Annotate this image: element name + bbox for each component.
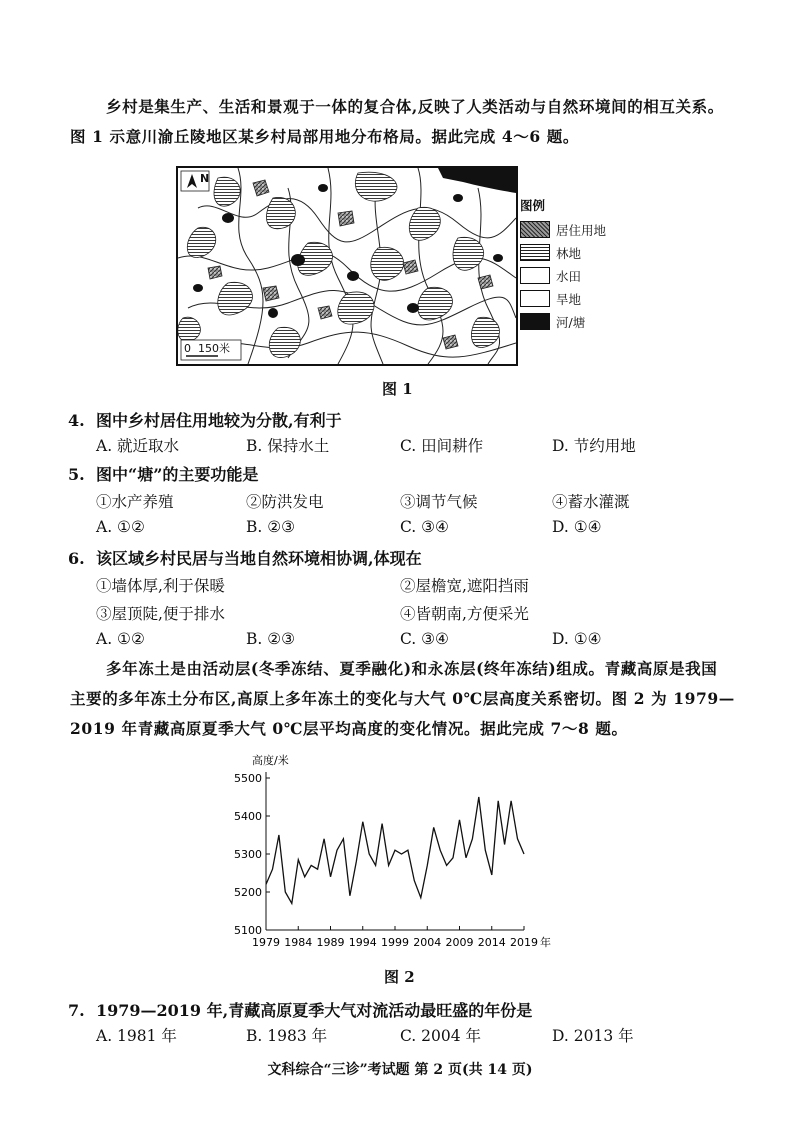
y-tick-label: 5300 — [234, 848, 262, 861]
x-tick-label: 2004 — [413, 936, 442, 949]
q5-option-c[interactable]: C. ③④ — [400, 518, 449, 536]
freezing-level-line-chart — [228, 750, 568, 955]
page-footer: 文科综合“三诊”考试题 第 2 页(共 14 页) — [267, 1062, 533, 1078]
x-tick-label: 2009 — [445, 936, 474, 949]
intro-1-line-1: 乡村是集生产、生活和景观于一体的复合体,反映了人类活动与自然环境间的相互关系。 — [106, 97, 724, 116]
legend-label-dryland: 旱地 — [556, 291, 582, 307]
residential-swatch — [520, 221, 550, 238]
q4-option-b[interactable]: B. 保持水土 — [246, 437, 330, 455]
figure-1-caption: 图 1 — [382, 380, 413, 398]
y-tick-label: 5400 — [234, 810, 262, 823]
map-legend — [520, 196, 606, 333]
y-tick-label: 5200 — [234, 886, 262, 899]
land-use-map-drawing — [178, 168, 516, 364]
question-4 — [68, 408, 342, 431]
question-6-text: 该区域乡村民居与当地自然环境相协调,体现在 — [96, 549, 422, 568]
q4-option-c[interactable]: C. 田间耕作 — [400, 437, 484, 455]
q6-option-c[interactable]: C. ③④ — [400, 630, 449, 648]
legend-title: 图例 — [520, 198, 546, 213]
question-4-number: 4. — [68, 411, 85, 430]
y-tick-label: 5500 — [234, 772, 262, 785]
y-tick-label: 5100 — [234, 924, 262, 937]
paddy-swatch — [520, 267, 550, 284]
q5-option-a[interactable]: A. ①② — [96, 518, 145, 536]
x-tick-label: 1999 — [381, 936, 409, 949]
legend-label-residential: 居住用地 — [556, 222, 607, 238]
q6-statement-4: ④皆朝南,方便采光 — [400, 605, 529, 623]
question-4-text: 图中乡村居住用地较为分散,有利于 — [96, 411, 342, 430]
intro-paragraph-1 — [70, 92, 740, 152]
q7-option-b[interactable]: B. 1983 年 — [246, 1027, 328, 1045]
forest-swatch — [520, 244, 550, 261]
q6-option-d[interactable]: D. ①④ — [552, 630, 602, 648]
legend-item-forest — [520, 241, 606, 264]
river-swatch — [520, 313, 550, 330]
q7-option-a[interactable]: A. 1981 年 — [96, 1027, 177, 1045]
intro-2-line-2: 主要的多年冻土分布区,高原上多年冻土的变化与大气 0℃层高度关系密切。图 2 为 1979— — [70, 689, 735, 708]
chart-series-line — [266, 797, 524, 903]
q6-option-a[interactable]: A. ①② — [96, 630, 145, 648]
q6-statement-1: ①墙体厚,利于保暖 — [96, 577, 225, 595]
q6-statement-2: ②屋檐宽,遮阳挡雨 — [400, 577, 529, 595]
dryland-swatch — [520, 290, 550, 307]
q4-option-a[interactable]: A. 就近取水 — [96, 437, 180, 455]
q4-option-d[interactable]: D. 节约用地 — [552, 437, 636, 455]
question-7-number: 7. — [68, 1001, 85, 1020]
q7-option-c[interactable]: C. 2004 年 — [400, 1027, 482, 1045]
x-tick-label: 2019 — [510, 936, 538, 949]
question-5-number: 5. — [68, 465, 85, 484]
question-6-number: 6. — [68, 549, 85, 568]
legend-label-forest: 林地 — [556, 245, 582, 261]
north-arrow-label: N — [200, 172, 210, 185]
intro-paragraph-2 — [70, 654, 740, 744]
legend-item-residential — [520, 218, 606, 241]
scale-bar-label: 0 150米 — [184, 342, 230, 355]
question-7-text: 1979—2019 年,青藏高原夏季大气对流活动最旺盛的年份是 — [96, 1001, 533, 1020]
x-tick-label: 1994 — [348, 936, 377, 949]
chart-y-axis-label: 高度/米 — [252, 754, 289, 767]
intro-1-line-2: 图 1 示意川渝丘陵地区某乡村局部用地分布格局。据此完成 4～6 题。 — [70, 127, 579, 146]
chart-x-axis-label: 年 — [540, 936, 551, 949]
legend-item-river — [520, 310, 606, 333]
legend-item-paddy — [520, 264, 606, 287]
q6-statement-3: ③屋顶陡,便于排水 — [96, 605, 225, 623]
q5-option-b[interactable]: B. ②③ — [246, 518, 296, 536]
intro-2-line-1: 多年冻土是由活动层(冬季冻结、夏季融化)和永冻层(终年冻结)组成。青藏高原是我国 — [106, 659, 718, 678]
x-tick-label: 2014 — [477, 936, 506, 949]
legend-label-river: 河/塘 — [556, 314, 586, 330]
question-5-text: 图中“塘”的主要功能是 — [96, 465, 259, 484]
figure-2-caption: 图 2 — [384, 968, 415, 986]
x-tick-label: 1984 — [284, 936, 313, 949]
x-tick-label: 1979 — [252, 936, 280, 949]
q5-option-d[interactable]: D. ①④ — [552, 518, 602, 536]
x-tick-label: 1989 — [316, 936, 345, 949]
q7-option-d[interactable]: D. 2013 年 — [552, 1027, 634, 1045]
q5-statement-1: ①水产养殖 — [96, 493, 174, 511]
q6-option-b[interactable]: B. ②③ — [246, 630, 296, 648]
intro-2-line-3: 2019 年青藏高原夏季大气 0℃层平均高度的变化情况。据此完成 7～8 题。 — [70, 719, 628, 738]
land-use-map — [176, 166, 518, 366]
q5-statement-2: ②防洪发电 — [246, 493, 324, 511]
q5-statement-3: ③调节气候 — [400, 493, 478, 511]
legend-label-paddy: 水田 — [556, 268, 582, 284]
question-5 — [68, 462, 258, 485]
question-7 — [68, 998, 532, 1021]
q5-statement-4: ④蓄水灌溉 — [552, 493, 630, 511]
legend-item-dryland — [520, 287, 606, 310]
question-6 — [68, 546, 422, 569]
